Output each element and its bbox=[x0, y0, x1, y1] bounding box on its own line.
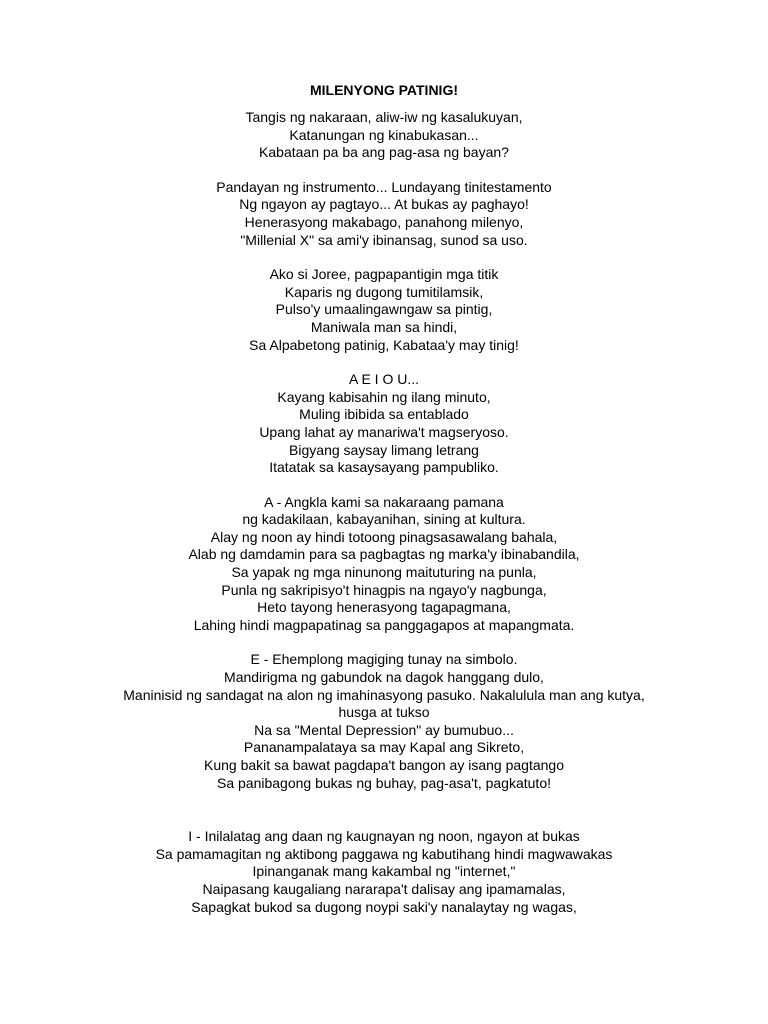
stanza-2 bbox=[0, 179, 768, 249]
stanza-6 bbox=[0, 651, 768, 792]
poem-line: Na sa "Mental Depression" ay bumubuo... bbox=[254, 721, 514, 738]
poem-line: Sapagkat bukod sa dugong noypi saki'y nanalaytay ng wagas, bbox=[191, 898, 577, 915]
poem-line: I - Inilalatag ang daan ng kaugnayan ng noon, ngayon at bukas bbox=[188, 828, 580, 845]
poem-line: Lahing hindi magpapatinag sa panggagapos at mapangmata. bbox=[193, 616, 575, 633]
poem-line: Kabataan pa ba ang pag-asa ng bayan? bbox=[259, 144, 509, 161]
poem-line: Pandayan ng instrumento... Lundayang tinitestamento bbox=[216, 178, 552, 195]
stanza-3 bbox=[0, 266, 768, 354]
poem-line: Ng ngayon ay pagtayo... At bukas ay paghayo! bbox=[239, 196, 529, 213]
poem-line: Pulso'y umaalingawngaw sa pintig, bbox=[275, 301, 493, 318]
poem-line: Alay ng noon ay hindi totoong pinagsasawalang bahala, bbox=[210, 528, 558, 545]
poem-line: Heto tayong henerasyong tagapagmana, bbox=[257, 599, 511, 616]
stanza-5 bbox=[0, 494, 768, 635]
poem-line: A E I O U... bbox=[348, 371, 420, 388]
poem-line: Upang lahat ay manariwa't magseryoso. bbox=[259, 423, 509, 440]
poem-line: Sa Alpabetong patinig, Kabataa'y may tinig! bbox=[249, 336, 519, 353]
poem-line: husga at tukso bbox=[338, 704, 430, 721]
poem-line: A - Angkla kami sa nakaraang pamana bbox=[264, 493, 504, 510]
poem-line: Muling ibibida sa entablado bbox=[299, 406, 469, 423]
poem-line: Ipinanganak mang kakambal ng "internet," bbox=[252, 863, 516, 880]
poem-line: Alab ng damdamin para sa pagbagtas ng marka'y ibinabandila, bbox=[188, 546, 580, 563]
poem-title: MILENYONG PATINIG! bbox=[309, 82, 459, 98]
poem-line: Mandirigma ng gabundok na dagok hanggang dulo, bbox=[224, 669, 544, 686]
poem-line: "Millenial X" sa ami'y ibinansag, sunod sa uso. bbox=[240, 231, 528, 248]
poem-line: Kaparis ng dugong tumitilamsik, bbox=[284, 283, 484, 300]
poem-line: Punla ng sakripisyo't hinagpis na ngayo'y nagbunga, bbox=[221, 581, 547, 598]
poem-line: Bigyang saysay limang letrang bbox=[289, 441, 479, 458]
poem-line: E - Ehemplong magiging tunay na simbolo. bbox=[250, 651, 518, 668]
poem-line: Maniwala man sa hindi, bbox=[310, 318, 458, 335]
poem-line: Sa pamamagitan ng aktibong paggawa ng kabutihang hindi magwawakas bbox=[155, 845, 613, 862]
poem-line: Naipasang kaugaliang nararapa't dalisay ang ipamamalas, bbox=[202, 880, 566, 897]
stanza-4 bbox=[0, 371, 768, 477]
poem-line: Pananampalataya sa may Kapal ang Sikreto, bbox=[243, 739, 525, 756]
poem-line: Itatatak sa kasaysayang pampubliko. bbox=[269, 459, 499, 476]
poem-line: Sa panibagong bukas ng buhay, pag-asa't, pagkatuto! bbox=[216, 774, 551, 791]
poem-line: Kung bakit sa bawat pagdapa't bangon ay isang pagtango bbox=[204, 757, 564, 773]
poem-line: Kayang kabisahin ng ilang minuto, bbox=[277, 388, 491, 405]
poem-line: Sa yapak ng mga ninunong maituturing na punla, bbox=[231, 564, 537, 581]
poem-line: Henerasyong makabago, panahong milenyo, bbox=[244, 213, 524, 230]
poem-line: Katanungan ng kinabukasan... bbox=[289, 126, 479, 143]
poem-line: Maninisid ng sandagat na alon ng imahinasyong pasuko. Nakalulula man ang kutya, bbox=[123, 686, 645, 703]
poem-line: Ako si Joree, pagpapantigin mga titik bbox=[269, 266, 499, 283]
poem-line: Tangis ng nakaraan, aliw-iw ng kasalukuyan, bbox=[245, 109, 523, 125]
poem-line: ng kadakilaan, kabayanihan, sining at kultura. bbox=[242, 511, 526, 528]
stanza-7 bbox=[0, 828, 768, 916]
stanza-1 bbox=[0, 109, 768, 162]
